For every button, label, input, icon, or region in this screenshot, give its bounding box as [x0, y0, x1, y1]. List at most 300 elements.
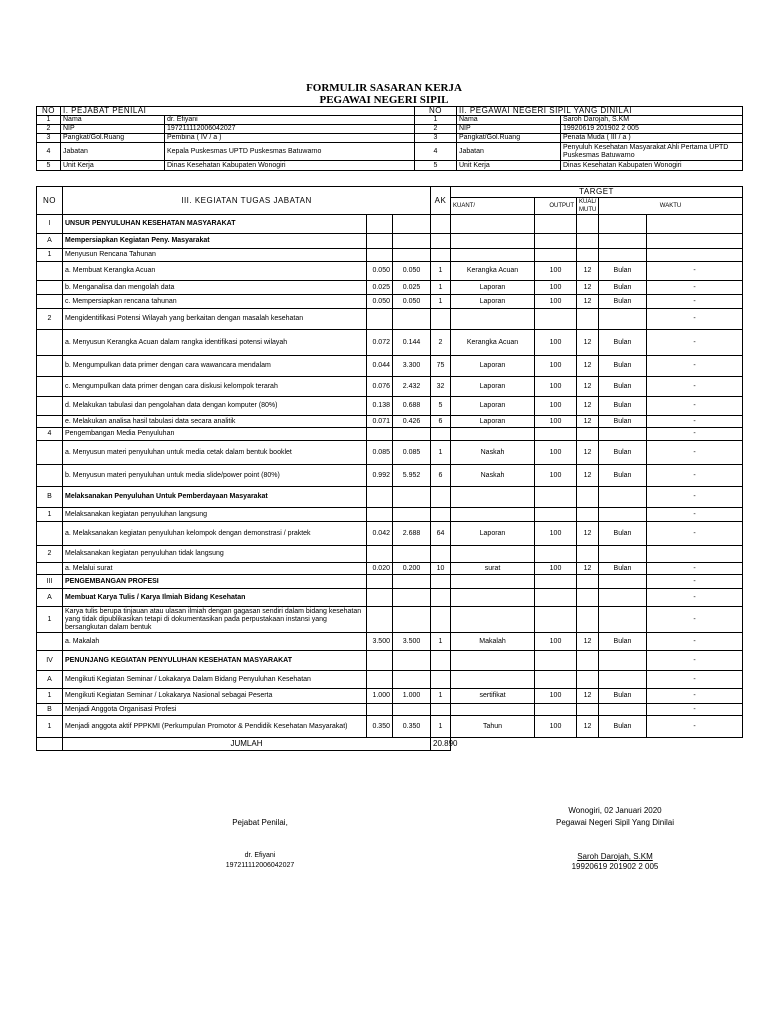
- output-value: [451, 546, 535, 563]
- cost-value: -: [647, 671, 743, 689]
- quality-value: [535, 249, 577, 262]
- ak-total-value: 0.688: [393, 397, 431, 416]
- output-value: [451, 704, 535, 716]
- output-value: [451, 309, 535, 330]
- time-value: 12: [577, 522, 599, 546]
- activity-no: 2: [37, 546, 63, 563]
- id-no-right: 3: [415, 134, 457, 143]
- time-value: 12: [577, 295, 599, 309]
- assessor-value: Pembina ( IV / a ): [165, 134, 415, 143]
- quantity-value: [431, 671, 451, 689]
- quantity-value: [431, 249, 451, 262]
- time-unit: Bulan: [599, 522, 647, 546]
- assessor-label: NIP: [61, 125, 165, 134]
- ak-unit-value: [367, 508, 393, 522]
- quality-value: 100: [535, 295, 577, 309]
- time-unit: Bulan: [599, 633, 647, 651]
- time-unit: [599, 508, 647, 522]
- output-value: Laporan: [451, 295, 535, 309]
- activity-row: [37, 607, 743, 633]
- activity-row: [37, 397, 743, 416]
- time-unit: [599, 589, 647, 607]
- quality-value: 100: [535, 716, 577, 738]
- activity-row: [37, 416, 743, 428]
- assessor-value: Kepala Puskesmas UPTD Puskesmas Batuwarno: [165, 143, 415, 161]
- ak-unit-value: [367, 575, 393, 589]
- activity-description: Melaksanakan Penyuluhan Untuk Pemberdayaan Masyarakat: [63, 487, 367, 508]
- cost-value: -: [647, 377, 743, 397]
- id-no: 5: [37, 161, 61, 171]
- activity-no: IV: [37, 651, 63, 671]
- ak-unit-value: [367, 234, 393, 249]
- activity-description: UNSUR PENYULUHAN KESEHATAN MASYARAKAT: [63, 215, 367, 234]
- output-value: Laporan: [451, 281, 535, 295]
- employee-label: Unit Kerja: [457, 161, 561, 171]
- activity-row: [37, 589, 743, 607]
- activity-row: [37, 716, 743, 738]
- time-value: [577, 575, 599, 589]
- output-value: [451, 508, 535, 522]
- activity-row: [37, 215, 743, 234]
- ak-unit-value: [367, 428, 393, 441]
- activity-no: [37, 262, 63, 281]
- ak-total-value: [393, 428, 431, 441]
- activity-description: a. Menyusun materi penyuluhan untuk media cetak dalam bentuk booklet: [63, 441, 367, 465]
- ak-total-value: [393, 651, 431, 671]
- activity-description: b. Menyusun materi penyuluhan untuk media slide/power point (80%): [63, 465, 367, 487]
- total-label: JUMLAH: [63, 738, 431, 751]
- cost-value: -: [647, 633, 743, 651]
- quality-value: 100: [535, 633, 577, 651]
- quantity-value: 6: [431, 416, 451, 428]
- activity-row: [37, 522, 743, 546]
- ak-total-value: [393, 671, 431, 689]
- quality-value: [535, 671, 577, 689]
- ak-total-value: 0.426: [393, 416, 431, 428]
- activity-row: [37, 249, 743, 262]
- activity-description: c. Mengumpulkan data primer dengan cara diskusi kelompok terarah: [63, 377, 367, 397]
- quantity-value: [431, 651, 451, 671]
- ak-unit-value: [367, 487, 393, 508]
- activity-row: [37, 295, 743, 309]
- activity-no: 1: [37, 716, 63, 738]
- quantity-value: 1: [431, 441, 451, 465]
- output-value: [451, 428, 535, 441]
- activity-no: 1: [37, 249, 63, 262]
- activity-no: [37, 416, 63, 428]
- time-unit: Bulan: [599, 295, 647, 309]
- quantity-value: 75: [431, 356, 451, 377]
- employee-value: Penyuluh Kesehatan Masyarakat Ahli Pertama UPTD Puskesmas Batuwarno: [561, 143, 743, 161]
- time-value: [577, 704, 599, 716]
- time-unit: Bulan: [599, 397, 647, 416]
- time-unit: Bulan: [599, 262, 647, 281]
- activity-row: [37, 428, 743, 441]
- cost-value: [647, 215, 743, 234]
- quantity-value: [431, 607, 451, 633]
- id-no: 4: [37, 143, 61, 161]
- ak-total-value: [393, 508, 431, 522]
- activity-no: 1: [37, 689, 63, 704]
- place-date: Wonogiri, 02 Januari 2020: [568, 806, 662, 815]
- quantity-value: 1: [431, 295, 451, 309]
- ak-total-value: [393, 704, 431, 716]
- time-value: [577, 215, 599, 234]
- time-unit: Bulan: [599, 689, 647, 704]
- ak-total-value: [393, 575, 431, 589]
- ak-unit-value: [367, 215, 393, 234]
- activity-row: [37, 546, 743, 563]
- ak-total-value: 3.500: [393, 633, 431, 651]
- time-unit: Bulan: [599, 716, 647, 738]
- output-value: Laporan: [451, 416, 535, 428]
- identity-row: [37, 125, 743, 134]
- cost-value: -: [647, 716, 743, 738]
- output-value: Laporan: [451, 522, 535, 546]
- output-value: [451, 589, 535, 607]
- identity-table: [36, 106, 743, 171]
- cost-value: [647, 249, 743, 262]
- ak-total-value: [393, 215, 431, 234]
- ak-total-value: 5.952: [393, 465, 431, 487]
- activity-description: PENUNJANG KEGIATAN PENYULUHAN KESEHATAN MASYARAKAT: [63, 651, 367, 671]
- cost-value: -: [647, 441, 743, 465]
- activity-row: [37, 704, 743, 716]
- ak-unit-value: 0.050: [367, 295, 393, 309]
- activity-description: d. Melakukan tabulasi dan pengolahan data dengan komputer (80%): [63, 397, 367, 416]
- activity-description: Mempersiapkan Kegiatan Peny. Masyarakat: [63, 234, 367, 249]
- employee-label: Jabatan: [457, 143, 561, 161]
- activity-no: [37, 281, 63, 295]
- ak-unit-value: 0.071: [367, 416, 393, 428]
- time-unit: [599, 309, 647, 330]
- quality-value: 100: [535, 465, 577, 487]
- quantity-value: [431, 309, 451, 330]
- ak-unit-value: 0.050: [367, 262, 393, 281]
- activity-no: [37, 633, 63, 651]
- quality-value: 100: [535, 330, 577, 356]
- id-no-right: 4: [415, 143, 457, 161]
- output-value: Tahun: [451, 716, 535, 738]
- identity-row: [37, 143, 743, 161]
- activity-row: [37, 441, 743, 465]
- quality-value: 100: [535, 416, 577, 428]
- activity-no: 4: [37, 428, 63, 441]
- cost-value: -: [647, 651, 743, 671]
- time-value: 12: [577, 716, 599, 738]
- quality-value: 100: [535, 356, 577, 377]
- ak-unit-value: [367, 309, 393, 330]
- quantity-value: 1: [431, 633, 451, 651]
- quality-value: [535, 575, 577, 589]
- ak-unit-value: 0.044: [367, 356, 393, 377]
- time-value: 12: [577, 356, 599, 377]
- cost-value: -: [647, 465, 743, 487]
- activity-no: [37, 563, 63, 575]
- ak-unit-value: 1.000: [367, 689, 393, 704]
- quality-value: 100: [535, 397, 577, 416]
- quality-value: 100: [535, 377, 577, 397]
- quantity-value: 32: [431, 377, 451, 397]
- kual-header: KUAL/ MUTU: [577, 198, 599, 215]
- activity-description: b. Mengumpulkan data primer dengan cara wawancara mendalam: [63, 356, 367, 377]
- output-value: [451, 607, 535, 633]
- ak-total-value: 0.050: [393, 262, 431, 281]
- employee-header: II. PEGAWAI NEGERI SIPIL YANG DINILAI: [457, 107, 743, 116]
- ak-total-value: 1.000: [393, 689, 431, 704]
- ak-total-value: [393, 309, 431, 330]
- employee-value: 19920619 201902 2 005: [561, 125, 743, 134]
- activity-description: a. Membuat Kerangka Acuan: [63, 262, 367, 281]
- activity-no: [37, 465, 63, 487]
- quality-value: [535, 428, 577, 441]
- time-value: 12: [577, 416, 599, 428]
- activity-description: Menjadi anggota aktif PPPKMI (Perkumpulan Promotor & Pendidik Kesehatan Masyarakat): [63, 716, 367, 738]
- quality-value: [535, 607, 577, 633]
- time-unit: [599, 607, 647, 633]
- ak-unit-value: [367, 589, 393, 607]
- activity-description: a. Makalah: [63, 633, 367, 651]
- activity-row: [37, 262, 743, 281]
- time-unit: Bulan: [599, 356, 647, 377]
- assessor-label: Unit Kerja: [61, 161, 165, 171]
- time-value: [577, 234, 599, 249]
- time-unit: Bulan: [599, 281, 647, 295]
- employee-label: Nama: [457, 116, 561, 125]
- time-unit: Bulan: [599, 377, 647, 397]
- quantity-value: 1: [431, 716, 451, 738]
- quality-value: [535, 215, 577, 234]
- quality-value: 100: [535, 441, 577, 465]
- quantity-value: 6: [431, 465, 451, 487]
- output-value: [451, 575, 535, 589]
- time-unit: [599, 651, 647, 671]
- time-unit: Bulan: [599, 441, 647, 465]
- time-unit: Bulan: [599, 465, 647, 487]
- identity-row: [37, 116, 743, 125]
- activity-no: [37, 295, 63, 309]
- quantity-value: 64: [431, 522, 451, 546]
- id-no-right: 1: [415, 116, 457, 125]
- output-value: [451, 249, 535, 262]
- ak-total-value: [393, 249, 431, 262]
- activity-row: [37, 575, 743, 589]
- output-value: Naskah: [451, 465, 535, 487]
- output-value: Kerangka Acuan: [451, 330, 535, 356]
- quantity-value: 1: [431, 262, 451, 281]
- quality-value: [535, 546, 577, 563]
- time-unit: [599, 575, 647, 589]
- activity-no: A: [37, 234, 63, 249]
- quantity-value: 2: [431, 330, 451, 356]
- cost-value: -: [647, 397, 743, 416]
- time-value: [577, 428, 599, 441]
- output-value: sertifikat: [451, 689, 535, 704]
- cost-value: -: [647, 356, 743, 377]
- activity-no: A: [37, 671, 63, 689]
- activity-row: [37, 356, 743, 377]
- quantity-value: [431, 508, 451, 522]
- time-value: 12: [577, 689, 599, 704]
- activity-no: 1: [37, 607, 63, 633]
- time-value: [577, 651, 599, 671]
- ak-total-value: 2.688: [393, 522, 431, 546]
- time-value: 12: [577, 330, 599, 356]
- time-unit: [599, 671, 647, 689]
- id-no: 2: [37, 125, 61, 134]
- assessor-label: Pangkat/Gol.Ruang: [61, 134, 165, 143]
- output-value: [451, 487, 535, 508]
- quantity-value: [431, 234, 451, 249]
- activity-description: Menyusun Rencana Tahunan: [63, 249, 367, 262]
- activity-row: [37, 508, 743, 522]
- output-value: Kerangka Acuan: [451, 262, 535, 281]
- activity-no: A: [37, 589, 63, 607]
- activity-row: [37, 330, 743, 356]
- employee-label: Pangkat/Gol.Ruang: [457, 134, 561, 143]
- cost-value: -: [647, 689, 743, 704]
- ak-unit-value: [367, 607, 393, 633]
- cost-value: -: [647, 589, 743, 607]
- quality-value: [535, 651, 577, 671]
- assessor-header: I. PEJABAT PENILAI: [61, 107, 415, 116]
- employee-value: Saroh Darojah, S.KM: [561, 116, 743, 125]
- time-value: 12: [577, 262, 599, 281]
- activity-row: [37, 633, 743, 651]
- cost-value: [647, 546, 743, 563]
- quality-value: 100: [535, 262, 577, 281]
- quantity-value: [431, 215, 451, 234]
- activity-row: [37, 671, 743, 689]
- time-value: [577, 589, 599, 607]
- id-no: 3: [37, 134, 61, 143]
- activity-description: PENGEMBANGAN PROFESI: [63, 575, 367, 589]
- output-value: [451, 215, 535, 234]
- cost-value: -: [647, 563, 743, 575]
- time-value: [577, 607, 599, 633]
- activity-description: a. Menyusun Kerangka Acuan dalam rangka identifikasi potensi wilayah: [63, 330, 367, 356]
- output-value: Laporan: [451, 377, 535, 397]
- output-value: [451, 651, 535, 671]
- time-value: [577, 487, 599, 508]
- cost-value: -: [647, 487, 743, 508]
- output-value: Naskah: [451, 441, 535, 465]
- id-no-right: 5: [415, 161, 457, 171]
- time-unit: [599, 487, 647, 508]
- time-value: [577, 309, 599, 330]
- activity-row: [37, 689, 743, 704]
- ak-unit-value: 0.992: [367, 465, 393, 487]
- time-unit: [599, 215, 647, 234]
- form-title: FORMULIR SASARAN KERJA: [306, 82, 462, 94]
- quantity-value: [431, 589, 451, 607]
- ak-unit-value: 0.138: [367, 397, 393, 416]
- quantity-value: 10: [431, 563, 451, 575]
- act-no-header: NO: [37, 187, 63, 215]
- assessor-nip: 197211112006042027: [225, 862, 295, 869]
- activity-no: B: [37, 487, 63, 508]
- quality-value: [535, 704, 577, 716]
- activity-no: 1: [37, 508, 63, 522]
- cost-value: -: [647, 704, 743, 716]
- cost-value: -: [647, 281, 743, 295]
- ak-unit-value: [367, 651, 393, 671]
- output-value: Makalah: [451, 633, 535, 651]
- quantity-value: 1: [431, 281, 451, 295]
- ak-unit-value: 0.025: [367, 281, 393, 295]
- activity-row: [37, 309, 743, 330]
- time-unit: [599, 234, 647, 249]
- activity-description: b. Menganalisa dan mengolah data: [63, 281, 367, 295]
- total-value: 20.890: [431, 738, 451, 751]
- ak-total-value: 0.025: [393, 281, 431, 295]
- time-unit: Bulan: [599, 416, 647, 428]
- time-unit: Bulan: [599, 563, 647, 575]
- ak-unit-value: 0.076: [367, 377, 393, 397]
- activity-description: Pengembangan Media Penyuluhan: [63, 428, 367, 441]
- ak-total-value: [393, 234, 431, 249]
- quantity-value: [431, 575, 451, 589]
- quantity-value: [431, 428, 451, 441]
- ak-unit-value: [367, 546, 393, 563]
- activity-description: a. Melaksanakan kegiatan penyuluhan kelompok dengan demonstrasi / praktek: [63, 522, 367, 546]
- quality-value: 100: [535, 689, 577, 704]
- ak-total-value: [393, 607, 431, 633]
- quality-value: [535, 487, 577, 508]
- activity-row: [37, 465, 743, 487]
- output-value: Laporan: [451, 397, 535, 416]
- employee-name: Saroh Darojah, S.KM: [577, 852, 653, 861]
- quantity-value: [431, 487, 451, 508]
- ak-unit-value: 0.042: [367, 522, 393, 546]
- assessor-label: Nama: [61, 116, 165, 125]
- output-value: [451, 671, 535, 689]
- quantity-value: 5: [431, 397, 451, 416]
- target-header: TARGET: [451, 187, 743, 198]
- ak-unit-value: [367, 704, 393, 716]
- ak-total-value: 2.432: [393, 377, 431, 397]
- activity-row: [37, 377, 743, 397]
- activity-description: Melaksanakan kegiatan penyuluhan tidak langsung: [63, 546, 367, 563]
- activity-no: [37, 441, 63, 465]
- act-ak-header: AK: [431, 187, 451, 215]
- time-unit: [599, 249, 647, 262]
- time-value: [577, 249, 599, 262]
- ak-total-value: 0.200: [393, 563, 431, 575]
- activity-no: I: [37, 215, 63, 234]
- activity-description: Karya tulis berupa tinjauan atau ulasan ilmiah dengan gagasan sendiri dalam bidang kesehatan yang tidak dipublikasikan tetapi di dokumentasikan pada perpustakaan instansi yang bersangkutan dalam bentuk: [63, 607, 367, 633]
- ak-unit-value: 0.085: [367, 441, 393, 465]
- activity-no: 2: [37, 309, 63, 330]
- cost-value: -: [647, 262, 743, 281]
- assessor-name: dr. Efiyani: [244, 852, 276, 859]
- output-value: [451, 234, 535, 249]
- act-kegiatan-header: III. KEGIATAN TUGAS JABATAN: [63, 187, 431, 215]
- activity-description: a. Melalui surat: [63, 563, 367, 575]
- activity-no: [37, 377, 63, 397]
- quality-value: [535, 589, 577, 607]
- ak-unit-value: 0.350: [367, 716, 393, 738]
- quality-value: 100: [535, 522, 577, 546]
- id-no-header-right: NO: [415, 107, 457, 116]
- id-no-right: 2: [415, 125, 457, 134]
- kuant-header: KUANT/: [451, 198, 535, 215]
- time-value: [577, 671, 599, 689]
- ak-total-value: 3.300: [393, 356, 431, 377]
- id-no: 1: [37, 116, 61, 125]
- waktu-header: WAKTU: [599, 198, 743, 215]
- employee-value: Penata Muda ( III / a ): [561, 134, 743, 143]
